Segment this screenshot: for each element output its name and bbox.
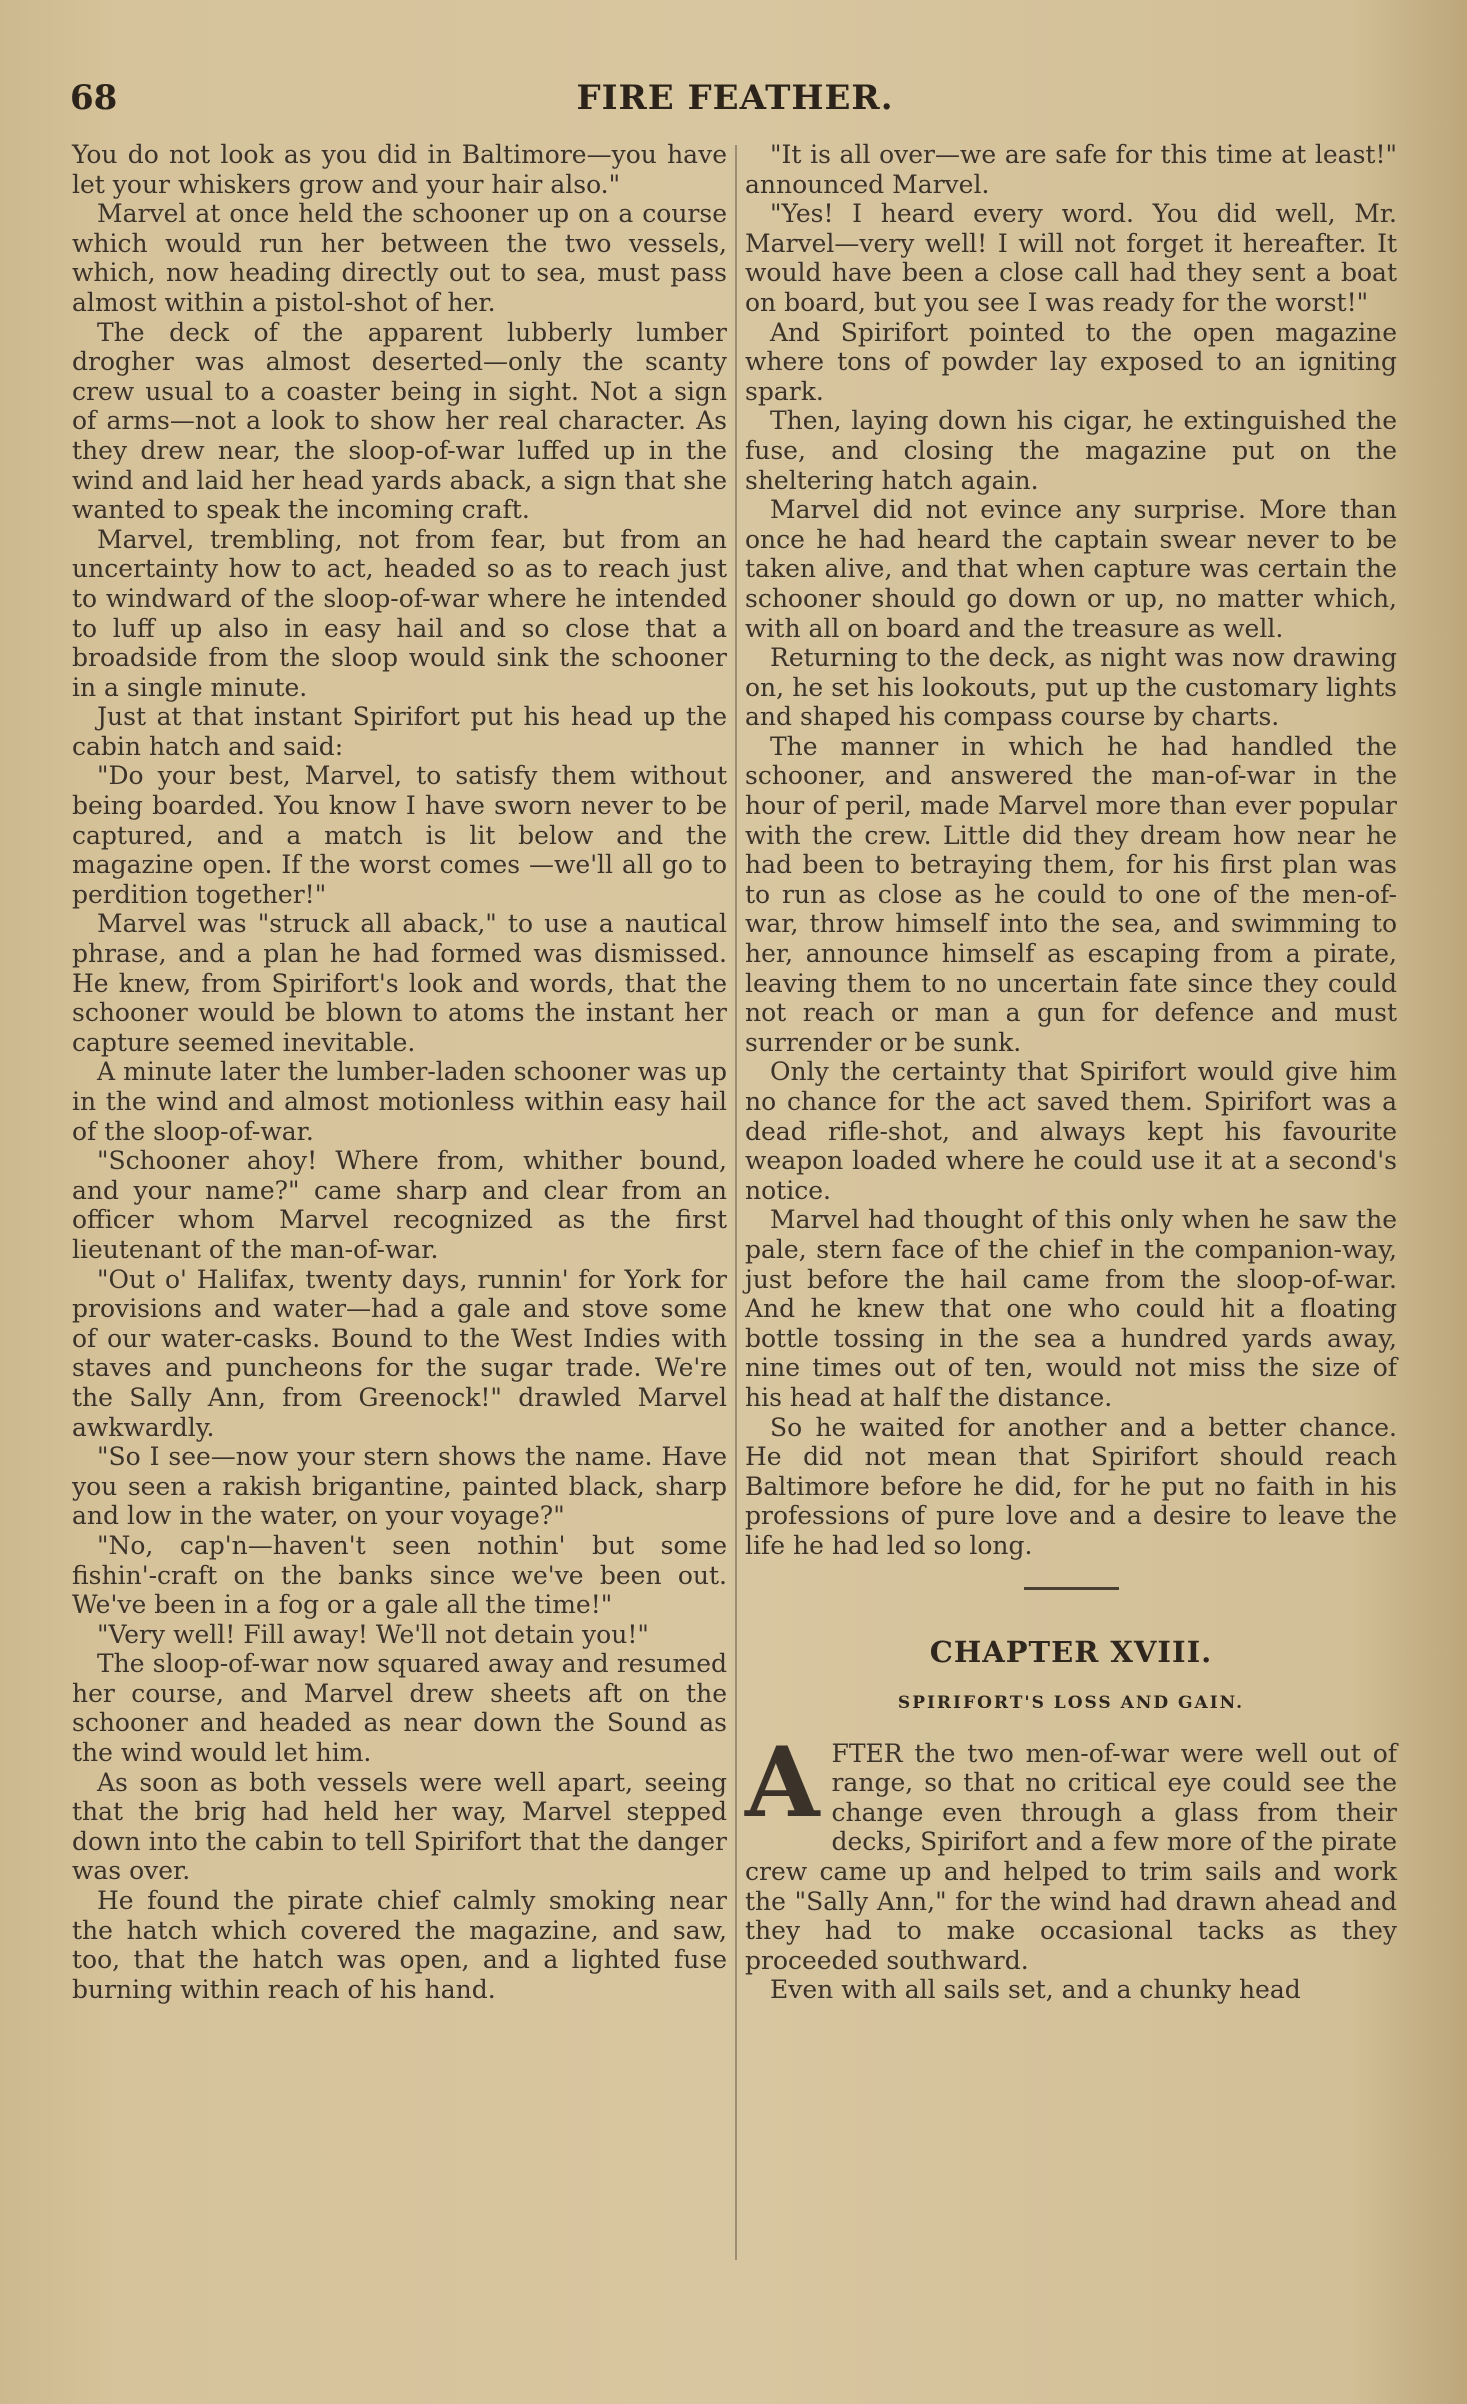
page-number: 68	[70, 78, 118, 118]
right-column	[745, 140, 1397, 2005]
paragraph: And Spirifort pointed to the open magazine where tons of powder lay exposed to an igniting spark.	[745, 317, 1397, 406]
chapter-opening	[745, 1725, 1397, 1976]
column-divider	[735, 145, 737, 2260]
paragraph: "Schooner ahoy! Where from, whither bound, and your name?" came sharp and clear from an officer whom Marvel recognized as the first lieutenant of the man-of-war.	[72, 1146, 727, 1264]
paragraph: "It is all over—we are safe for this time at least!" announced Marvel.	[745, 140, 1397, 199]
paragraph: Marvel at once held the schooner up on a course which would run her between the two vessels, which, now heading directly out to sea, must pass almost within a pistol-shot of her.	[72, 199, 727, 317]
page-header	[70, 78, 1400, 128]
chapter-subtitle: SPIRIFORT'S LOSS AND GAIN.	[897, 1693, 1245, 1714]
paragraph: Only the certainty that Spirifort would give him no chance for the act saved them. Spirifort was a dead rifle-shot, and always kept his favourite weapon loaded where he could use it at a second's notice.	[745, 1057, 1397, 1205]
paragraph: "So I see—now your stern shows the name. Have you seen a rakish brigantine, painted black, sharp and low in the water, on your voyage?"	[72, 1442, 727, 1531]
paragraph: As soon as both vessels were well apart, seeing that the brig had held her way, Marvel stepped down into the cabin to tell Spirifort that the danger was over.	[72, 1767, 727, 1886]
paragraph: Even with all sails set, and a chunky head	[770, 1975, 1301, 2005]
paragraph: Then, laying down his cigar, he extinguished the fuse, and closing the magazine put on the sheltering hatch again.	[745, 406, 1397, 495]
chapter-title: CHAPTER XVIII.	[929, 1634, 1213, 1669]
paragraph: You do not look as you did in Baltimore—you have let your whiskers grow and your hair also."	[72, 140, 727, 199]
paragraph: Marvel had thought of this only when he saw the pale, stern face of the chief in the companion-way, just before the hail came from the sloop-of-war. And he knew that one who could hit a floating bottle tossing in the sea a hundred yards away, nine times out of ten, would not miss the size of his head at half the distance.	[745, 1205, 1397, 1412]
paragraph: "Out o' Halifax, twenty days, runnin' for York for provisions and water—had a gale and stove some of our water-casks. Bound to the West Indies with staves and puncheons for the sugar trade. We're the Sally Ann, from Greenock!" drawled Marvel awkwardly.	[72, 1264, 727, 1442]
drop-cap: A	[745, 1725, 820, 1839]
paragraph: "Very well! Fill away! We'll not detain you!"	[97, 1619, 649, 1649]
paragraph: Marvel, trembling, not from fear, but from an uncertainty how to act, headed so as to reach just to windward of the sloop-of-war where he intended to luff up also in easy hail and so close that a broadside from the sloop would sink the schooner in a single minute.	[72, 524, 727, 702]
paragraph: The sloop-of-war now squared away and resumed her course, and Marvel drew sheets aft on the schooner and headed as near down the Sound as the wind would let him.	[72, 1649, 727, 1768]
running-title: FIRE FEATHER.	[576, 78, 894, 118]
left-column	[72, 140, 727, 2004]
paragraph: Returning to the deck, as night was now drawing on, he set his lookouts, put up the customary lights and shaped his compass course by charts.	[745, 643, 1397, 732]
paragraph: "No, cap'n—haven't seen nothin' but some fishin'-craft on the banks since we've been out. We've been in a fog or a gale all the time!"	[72, 1530, 727, 1620]
paragraph: He found the pirate chief calmly smoking near the hatch which covered the magazine, and saw, too, that the hatch was open, and a lighted fuse burning within reach of his hand.	[72, 1886, 727, 2004]
paragraph: So he waited for another and a better chance. He did not mean that Spirifort should reach Baltimore before he did, for he put no faith in his professions of pure love and a desire to leave the life he had led so long.	[745, 1412, 1397, 1560]
paragraph: Marvel was "struck all aback," to use a nautical phrase, and a plan he had formed was dismissed. He knew, from Spirifort's look and words, that the schooner would be blown to atoms the instant her capture seemed inevitable.	[72, 909, 727, 1057]
paragraph: "Yes! I heard every word. You did well, Mr. Marvel—very well! I will not forget it hereafter. It would have been a close call had they sent a boat on board, but you see I was ready for the worst!"	[745, 199, 1397, 317]
paragraph: A minute later the lumber-laden schooner was up in the wind and almost motionless within easy hail of the sloop-of-war.	[72, 1057, 727, 1146]
paragraph: The manner in which he had handled the schooner, and answered the man-of-war in the hour of peril, made Marvel more than ever popular with the crew. Little did they dream how near he had been to betraying them, for his first plan was to run as close as he could to one of the men-of-war, throw himself into the sea, and swimming to her, announce himself as escaping from a pirate, leaving them to no uncertain fate since they could not reach or man a gun for defence and must surrender or be sunk.	[745, 731, 1397, 1057]
section-rule	[1024, 1587, 1119, 1590]
paragraph: FTER the two men-of-war were well out of range, so that no critical eye could see the change even through a glass from their decks, Spirifort and a few more of the pirate crew came up and helped to trim sails and work the "Sally Ann," for the wind had drawn ahead and they had to make occasional tacks as they proceeded southward.	[745, 1738, 1397, 1975]
paragraph: Just at that instant Spirifort put his head up the cabin hatch and said:	[72, 702, 727, 761]
paragraph: The deck of the apparent lubberly lumber drogher was almost deserted—only the scanty crew usual to a coaster being in sight. Not a sign of arms—not a look to show her real character. As they drew near, the sloop-of-war luffed up in the wind and laid her head yards aback, a sign that she wanted to speak the incoming craft.	[72, 317, 727, 525]
paragraph: "Do your best, Marvel, to satisfy them without being boarded. You know I have sworn never to be captured, and a match is lit below and the magazine open. If the worst comes —we'll all go to perdition together!"	[72, 761, 727, 909]
paragraph: Marvel did not evince any surprise. More than once he had heard the captain swear never to be taken alive, and that when capture was certain the schooner should go down or up, no matter which, with all on board and the treasure as well.	[745, 495, 1397, 643]
